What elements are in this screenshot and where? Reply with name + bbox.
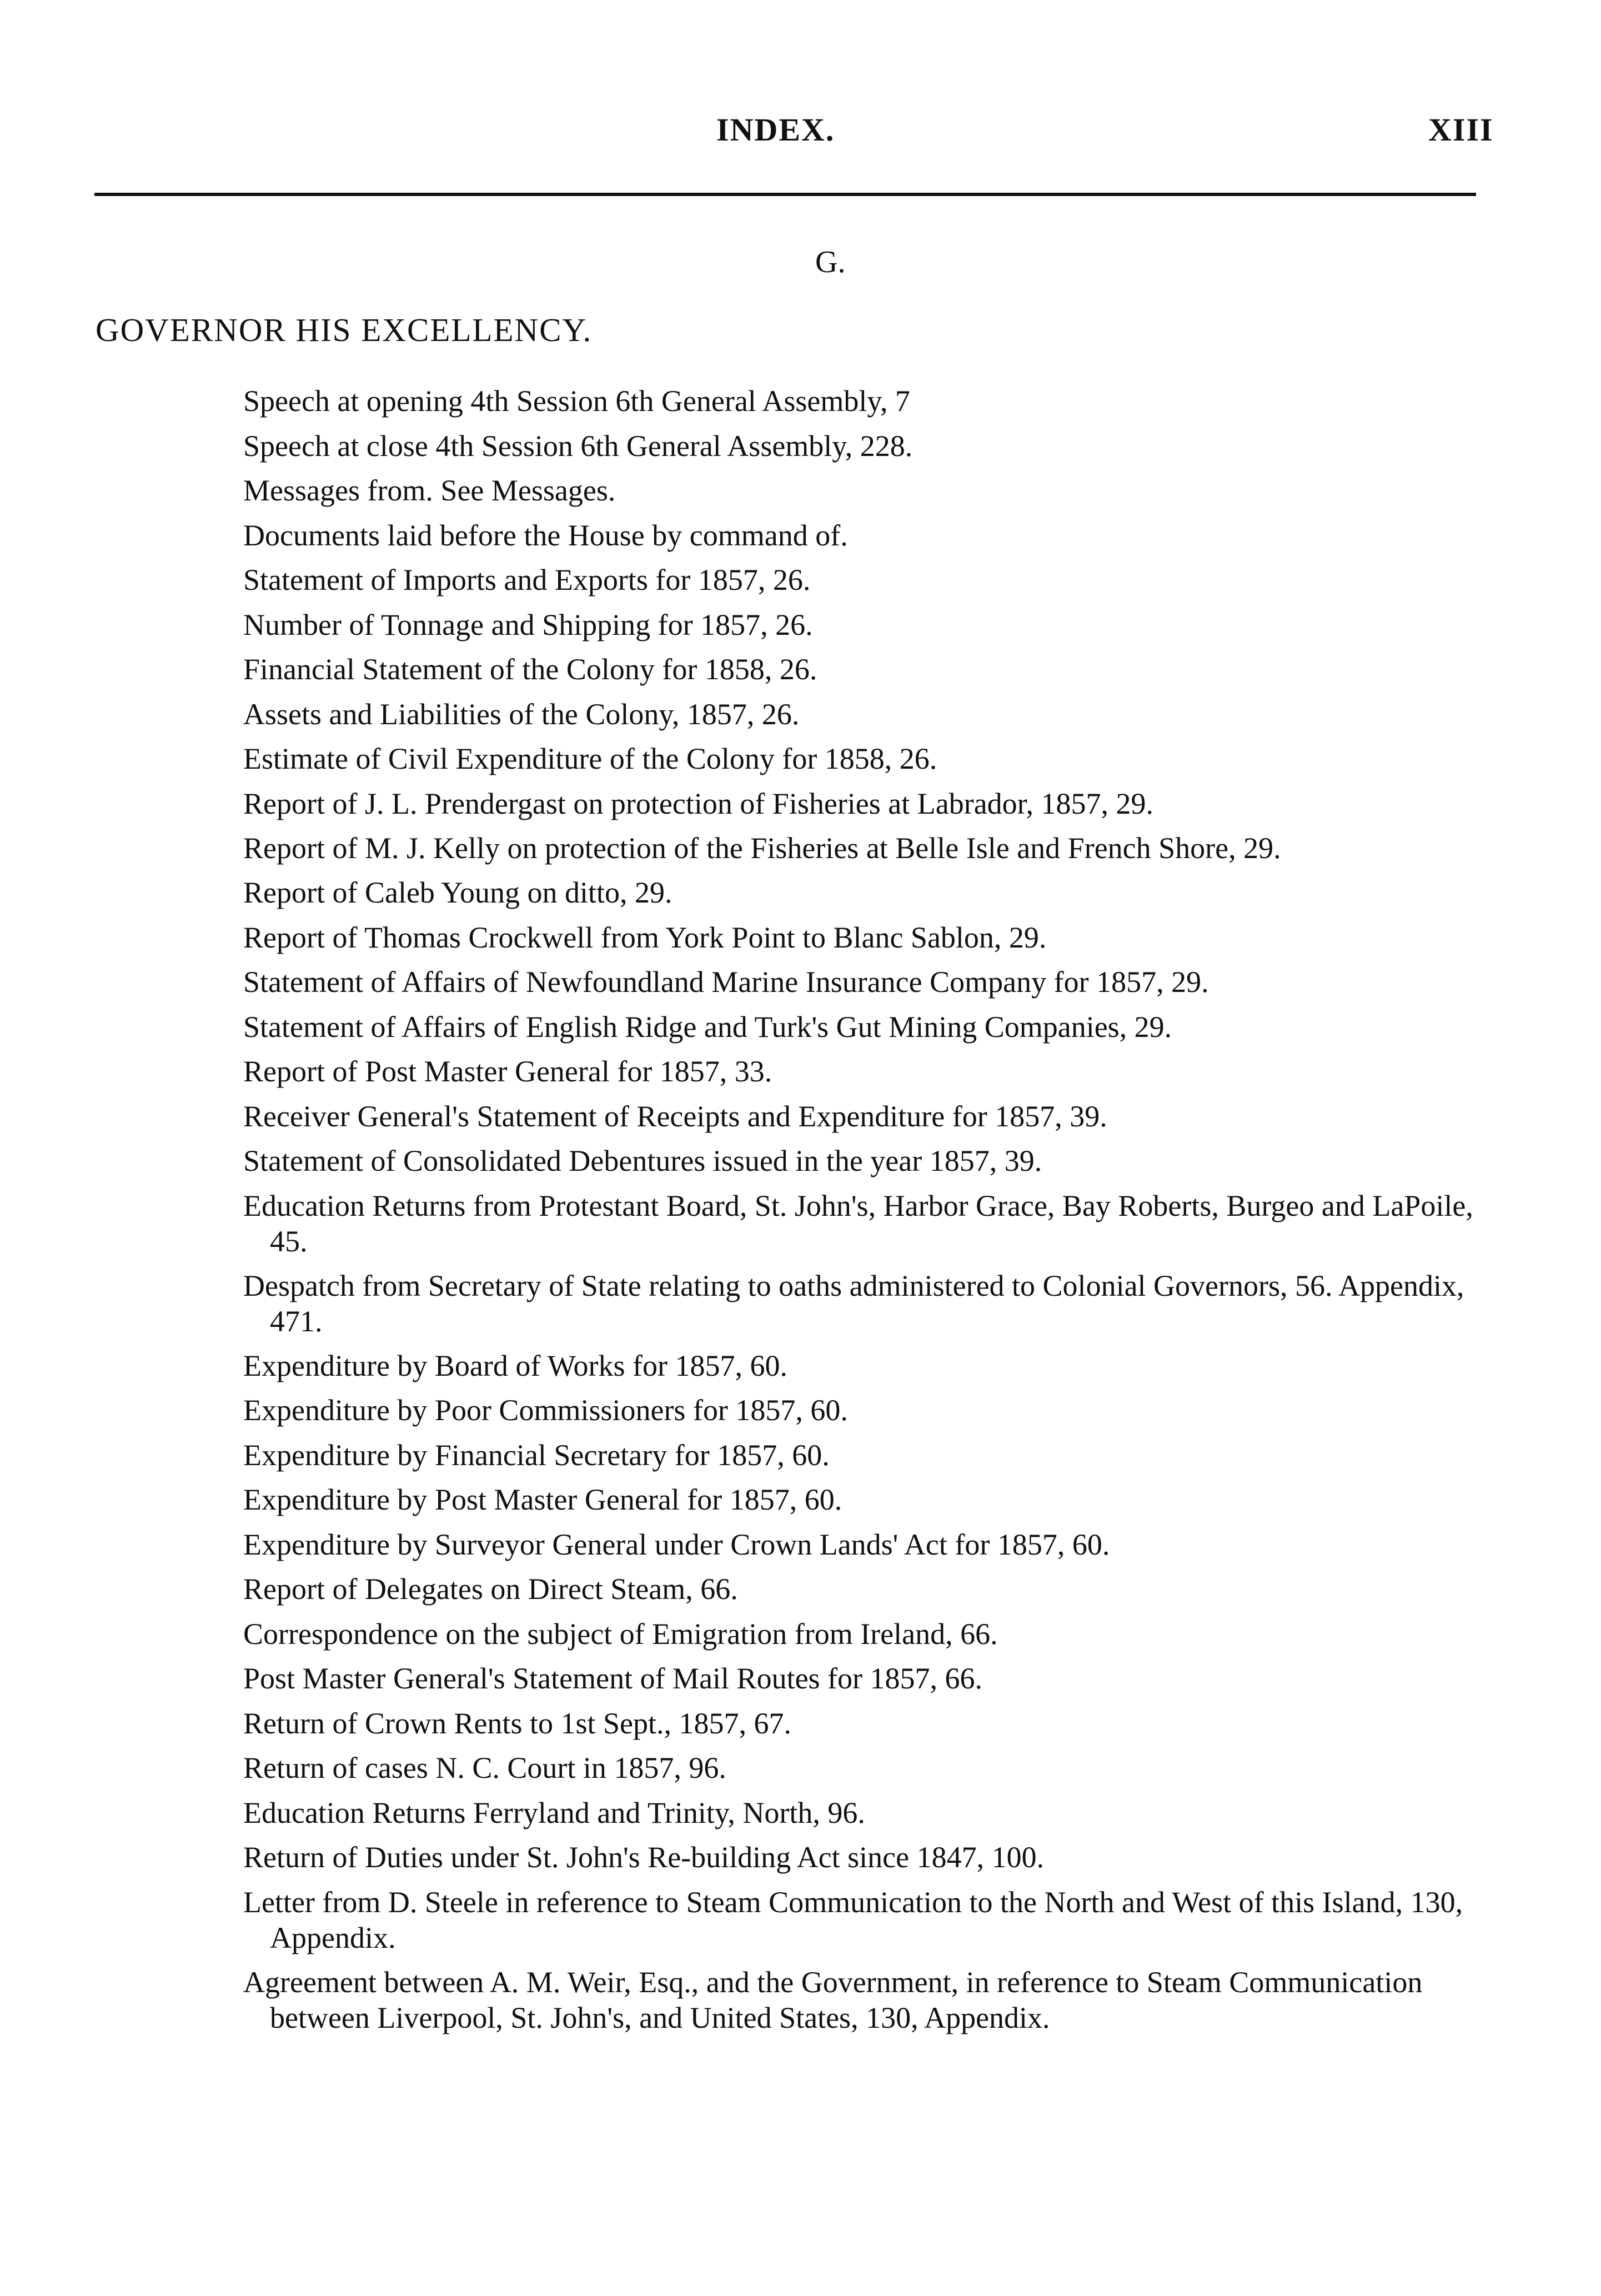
index-entry: Expenditure by Board of Works for 1857, 60. (243, 1348, 787, 1382)
index-entry: Despatch from Secretary of State relating to oaths administered to Colonial Governors, 56. Appendix, 471. (243, 1269, 1464, 1338)
running-head (0, 111, 1601, 161)
index-entries (243, 379, 1501, 2040)
index-entry: Letter from D. Steele in reference to Steam Communication to the North and West of this Island, 130, Appendix. (243, 1885, 1463, 1954)
index-entry: Expenditure by Surveyor General under Crown Lands' Act for 1857, 60. (243, 1527, 1110, 1561)
index-entry: Statement of Affairs of Newfoundland Marine Insurance Company for 1857, 29. (243, 965, 1209, 999)
index-entry: Financial Statement of the Colony for 1858, 26. (243, 653, 817, 686)
index-entry: Report of J. L. Prendergast on protection of Fisheries at Labrador, 1857, 29. (243, 786, 1153, 820)
index-entry: Return of Crown Rents to 1st Sept., 1857, 67. (243, 1706, 791, 1740)
index-entry: Expenditure by Poor Commissioners for 1857, 60. (243, 1393, 848, 1427)
index-entry: Documents laid before the House by command of. (243, 518, 848, 552)
index-entry: Correspondence on the subject of Emigration from Ireland, 66. (243, 1617, 998, 1651)
index-entry: Post Master General's Statement of Mail Routes for 1857, 66. (243, 1662, 983, 1695)
section-letter: G. (815, 245, 846, 279)
header-rule (94, 193, 1476, 196)
index-entry: Report of Delegates on Direct Steam, 66. (243, 1572, 738, 1606)
section-heading: GOVERNOR HIS EXCELLENCY. (96, 312, 593, 348)
index-entry: Report of Post Master General for 1857, 33. (243, 1055, 772, 1088)
index-entry: Statement of Affairs of English Ridge and Turk's Gut Mining Companies, 29. (243, 1010, 1172, 1044)
index-entry: Report of Caleb Young on ditto, 29. (243, 876, 672, 909)
index-entry: Number of Tonnage and Shipping for 1857, 26. (243, 608, 813, 641)
index-entry: Statement of Imports and Exports for 1857, 26. (243, 563, 811, 596)
index-entry: Return of Duties under St. John's Re-building Act since 1847, 100. (243, 1841, 1045, 1874)
index-entry: Report of M. J. Kelly on protection of the Fisheries at Belle Isle and French Shore, 29. (243, 831, 1281, 865)
index-entry: Speech at close 4th Session 6th General Assembly, 228. (243, 429, 913, 463)
index-entry: Report of Thomas Crockwell from York Point to Blanc Sablon, 29. (243, 920, 1047, 954)
index-entry: Education Returns from Protestant Board, St. John's, Harbor Grace, Bay Roberts, Burgeo and LaPoile, 45. (243, 1189, 1473, 1258)
index-entry: Statement of Consolidated Debentures issued in the year 1857, 39. (243, 1144, 1042, 1177)
index-entry: Assets and Liabilities of the Colony, 1857, 26. (243, 697, 800, 731)
page-number: XIII (1428, 112, 1494, 148)
index-entry: Receiver General's Statement of Receipts and Expenditure for 1857, 39. (243, 1099, 1107, 1133)
index-entry: Expenditure by Post Master General for 1857, 60. (243, 1483, 842, 1516)
index-entry: Agreement between A. M. Weir, Esq., and the Government, in reference to Steam Communication between Liverpool, St. John's, and United States, 130, Appendix. (243, 1965, 1423, 2034)
index-entry: Estimate of Civil Expenditure of the Colony for 1858, 26. (243, 742, 937, 775)
index-entry: Expenditure by Financial Secretary for 1857, 60. (243, 1438, 830, 1472)
index-entry: Return of cases N. C. Court in 1857, 96. (243, 1751, 726, 1784)
running-title: INDEX. (716, 112, 835, 148)
index-entry: Speech at opening 4th Session 6th General Assembly, 7 (243, 384, 910, 418)
index-entry: Messages from. See Messages. (243, 474, 616, 507)
index-entry: Education Returns Ferryland and Trinity, North, 96. (243, 1796, 865, 1829)
